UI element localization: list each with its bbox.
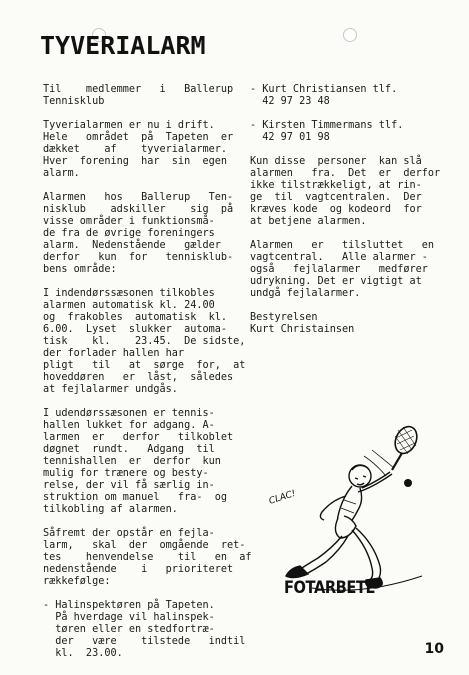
text-line: hallen lukket for adgang. A- — [43, 420, 215, 431]
paragraph — [250, 240, 444, 300]
text-line: struktion om manuel fra- og — [43, 492, 228, 503]
paragraph — [43, 600, 246, 660]
text-line: tøren eller en stedfortræ- — [43, 624, 215, 635]
text-line: og frakobles automatisk kl. — [43, 312, 228, 323]
text-line: døgnet rundt. Adgang til — [43, 444, 215, 455]
text-line: larmen er derfor tilkoblet — [43, 432, 234, 443]
text-line: der være tilstede indtil — [43, 636, 246, 647]
text-line: Tennisklub — [43, 96, 105, 107]
text-line: Tyverialarmen er nu i drift. — [43, 120, 215, 131]
paragraph — [43, 120, 241, 180]
text-line: hoveddøren er låst, således — [43, 372, 234, 383]
text-line: tennishallen er derfor kun — [43, 456, 221, 467]
text-line: Alarmen er tilsluttet en — [250, 240, 435, 251]
text-line: rækkefølge: — [43, 576, 111, 587]
text-line: tes henvendelse til en af — [43, 552, 252, 563]
text-line: dækket af tyverialarmer. — [43, 144, 228, 155]
illustration-caption: FOTARBETE — [284, 578, 376, 598]
text-line: alarmen automatisk kl. 24.00 — [43, 300, 215, 311]
text-line: ge til vagtcentralen. Der — [250, 192, 422, 203]
text-line: relse, der vil få særlig in- — [43, 480, 215, 491]
text-line: I indendørssæsonen tilkobles — [43, 288, 215, 299]
paragraph — [43, 288, 246, 396]
text-line: alarmen fra. Det er derfor — [250, 168, 441, 179]
text-line: mulig for trænere og besty- — [43, 468, 209, 479]
paragraph — [250, 84, 444, 108]
text-line: nedenstående i prioriteret — [43, 564, 234, 575]
paragraph — [43, 84, 241, 108]
text-line: udrykning. Det er vigtigt at — [250, 276, 422, 287]
page-title: TYVERIALARM — [40, 31, 206, 60]
text-line: de fra de øvrige foreningers — [43, 228, 215, 239]
text-line: Hele området på Tapeten er — [43, 132, 234, 143]
left-column — [43, 84, 252, 672]
text-line: - Halinspektøren på Tapeten. — [43, 600, 215, 611]
text-line: pligt til at sørge for, at — [43, 360, 246, 371]
text-line: derfor kun for tennisklub- — [43, 252, 234, 263]
paragraph — [43, 408, 241, 516]
paragraph — [250, 156, 444, 228]
right-column — [250, 84, 444, 348]
text-line: Hver forening har sin egen — [43, 156, 228, 167]
text-line: at betjene alarmen. — [250, 216, 367, 227]
text-line: På hverdage vil halinspek- — [43, 612, 215, 623]
paragraph — [43, 192, 241, 276]
text-line: tilkobling af alarmen. — [43, 504, 178, 515]
text-line: tisk kl. 23.45. De sidste, — [43, 336, 246, 347]
text-line: 6.00. Lyset slukker automa- — [43, 324, 228, 335]
punch-hole-right — [343, 28, 357, 42]
paragraph — [250, 120, 444, 144]
text-line: der forlader hallen har — [43, 348, 185, 359]
text-line: 42 97 23 48 — [250, 96, 330, 107]
text-line: alarm. — [43, 168, 80, 179]
text-line: Kurt Christainsen — [250, 324, 355, 335]
text-line: Til medlemmer i Ballerup — [43, 84, 234, 95]
text-line: Kun disse personer kan slå — [250, 156, 422, 167]
text-line: 42 97 01 98 — [250, 132, 330, 143]
text-line: nisklub adskiller sig på — [43, 204, 234, 215]
text-line: - Kurt Christiansen tlf. — [250, 84, 398, 95]
text-line: ikke tilstrækkeligt, at rin- — [250, 180, 422, 191]
text-line: Bestyrelsen — [250, 312, 318, 323]
tennis-racket-icon — [391, 423, 421, 470]
text-line: også fejlalarmer medfører — [250, 264, 428, 275]
text-line: alarm. Nedenstående gælder — [43, 240, 221, 251]
text-line: - Kirsten Timmermans tlf. — [250, 120, 404, 131]
text-line: bens område: — [43, 264, 117, 275]
text-line: undgå fejlalarmer. — [250, 288, 361, 299]
text-line: Såfremt der opstår en fejla- — [43, 528, 215, 539]
text-line: vagtcentral. Alle alarmer - — [250, 252, 428, 263]
text-line: larm, skal der omgående ret- — [43, 540, 246, 551]
page-number: 10 — [424, 641, 444, 657]
paragraph — [43, 528, 252, 588]
text-line: I udendørssæsonen er tennis- — [43, 408, 215, 419]
player-figure — [286, 465, 422, 590]
text-line: Alarmen hos Ballerup Ten- — [43, 192, 234, 203]
paragraph — [250, 312, 444, 336]
text-line: at fejlalarmer undgås. — [43, 384, 178, 395]
text-line: kræves kode og kodeord for — [250, 204, 422, 215]
text-line: visse områder i funktionsmå- — [43, 216, 215, 227]
tennis-ball-icon — [404, 479, 412, 487]
sound-effect-text: CLAC! — [267, 488, 297, 507]
text-line: kl. 23.00. — [43, 648, 123, 659]
